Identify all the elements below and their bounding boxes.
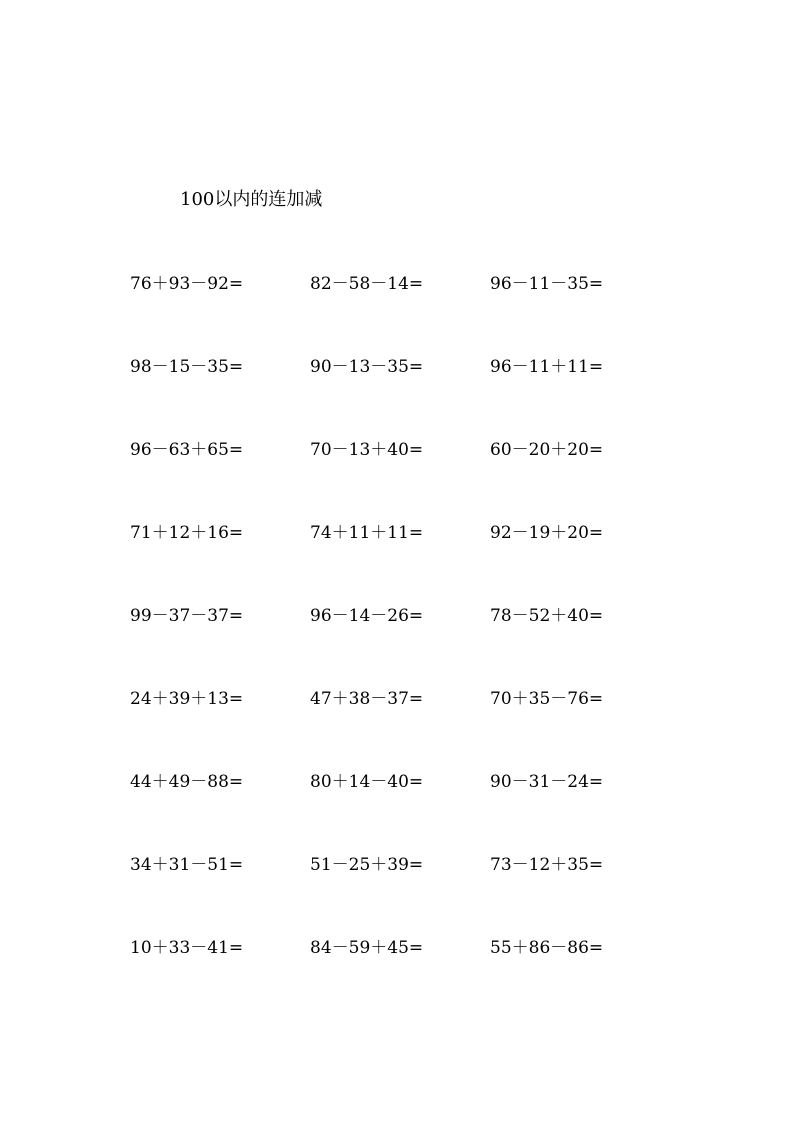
math-problem: 47＋38－37=: [310, 689, 424, 709]
math-problem: 96－11＋11=: [490, 357, 604, 377]
math-problem: 78－52＋40=: [490, 606, 604, 626]
math-problem: 55＋86－86=: [490, 938, 604, 958]
math-problem: 74＋11＋11=: [310, 523, 424, 543]
math-problem: 76＋93－92=: [130, 274, 244, 294]
math-problem: 96－11－35=: [490, 274, 604, 294]
math-problem: 44＋49－88=: [130, 772, 244, 792]
math-problem: 82－58－14=: [310, 274, 424, 294]
math-problem: 98－15－35=: [130, 357, 244, 377]
math-problem: 92－19＋20=: [490, 523, 604, 543]
math-problem: 34＋31－51=: [130, 855, 244, 875]
math-problem: 96－14－26=: [310, 606, 424, 626]
math-problem: 73－12＋35=: [490, 855, 604, 875]
math-problem: 90－13－35=: [310, 357, 424, 377]
math-problem: 99－37－37=: [130, 606, 244, 626]
math-problem: 96－63＋65=: [130, 440, 244, 460]
math-problem: 10＋33－41=: [130, 938, 244, 958]
math-problem: 60－20＋20=: [490, 440, 604, 460]
math-problem: 24＋39＋13=: [130, 689, 244, 709]
math-problem: 70＋35－76=: [490, 689, 604, 709]
math-problem: 84－59＋45=: [310, 938, 424, 958]
math-problem: 71＋12＋16=: [130, 523, 244, 543]
math-problem: 90－31－24=: [490, 772, 604, 792]
math-problem: 51－25＋39=: [310, 855, 424, 875]
math-problem: 70－13＋40=: [310, 440, 424, 460]
page-title: 100以内的连加减: [180, 189, 323, 210]
math-problem: 80＋14－40=: [310, 772, 424, 792]
